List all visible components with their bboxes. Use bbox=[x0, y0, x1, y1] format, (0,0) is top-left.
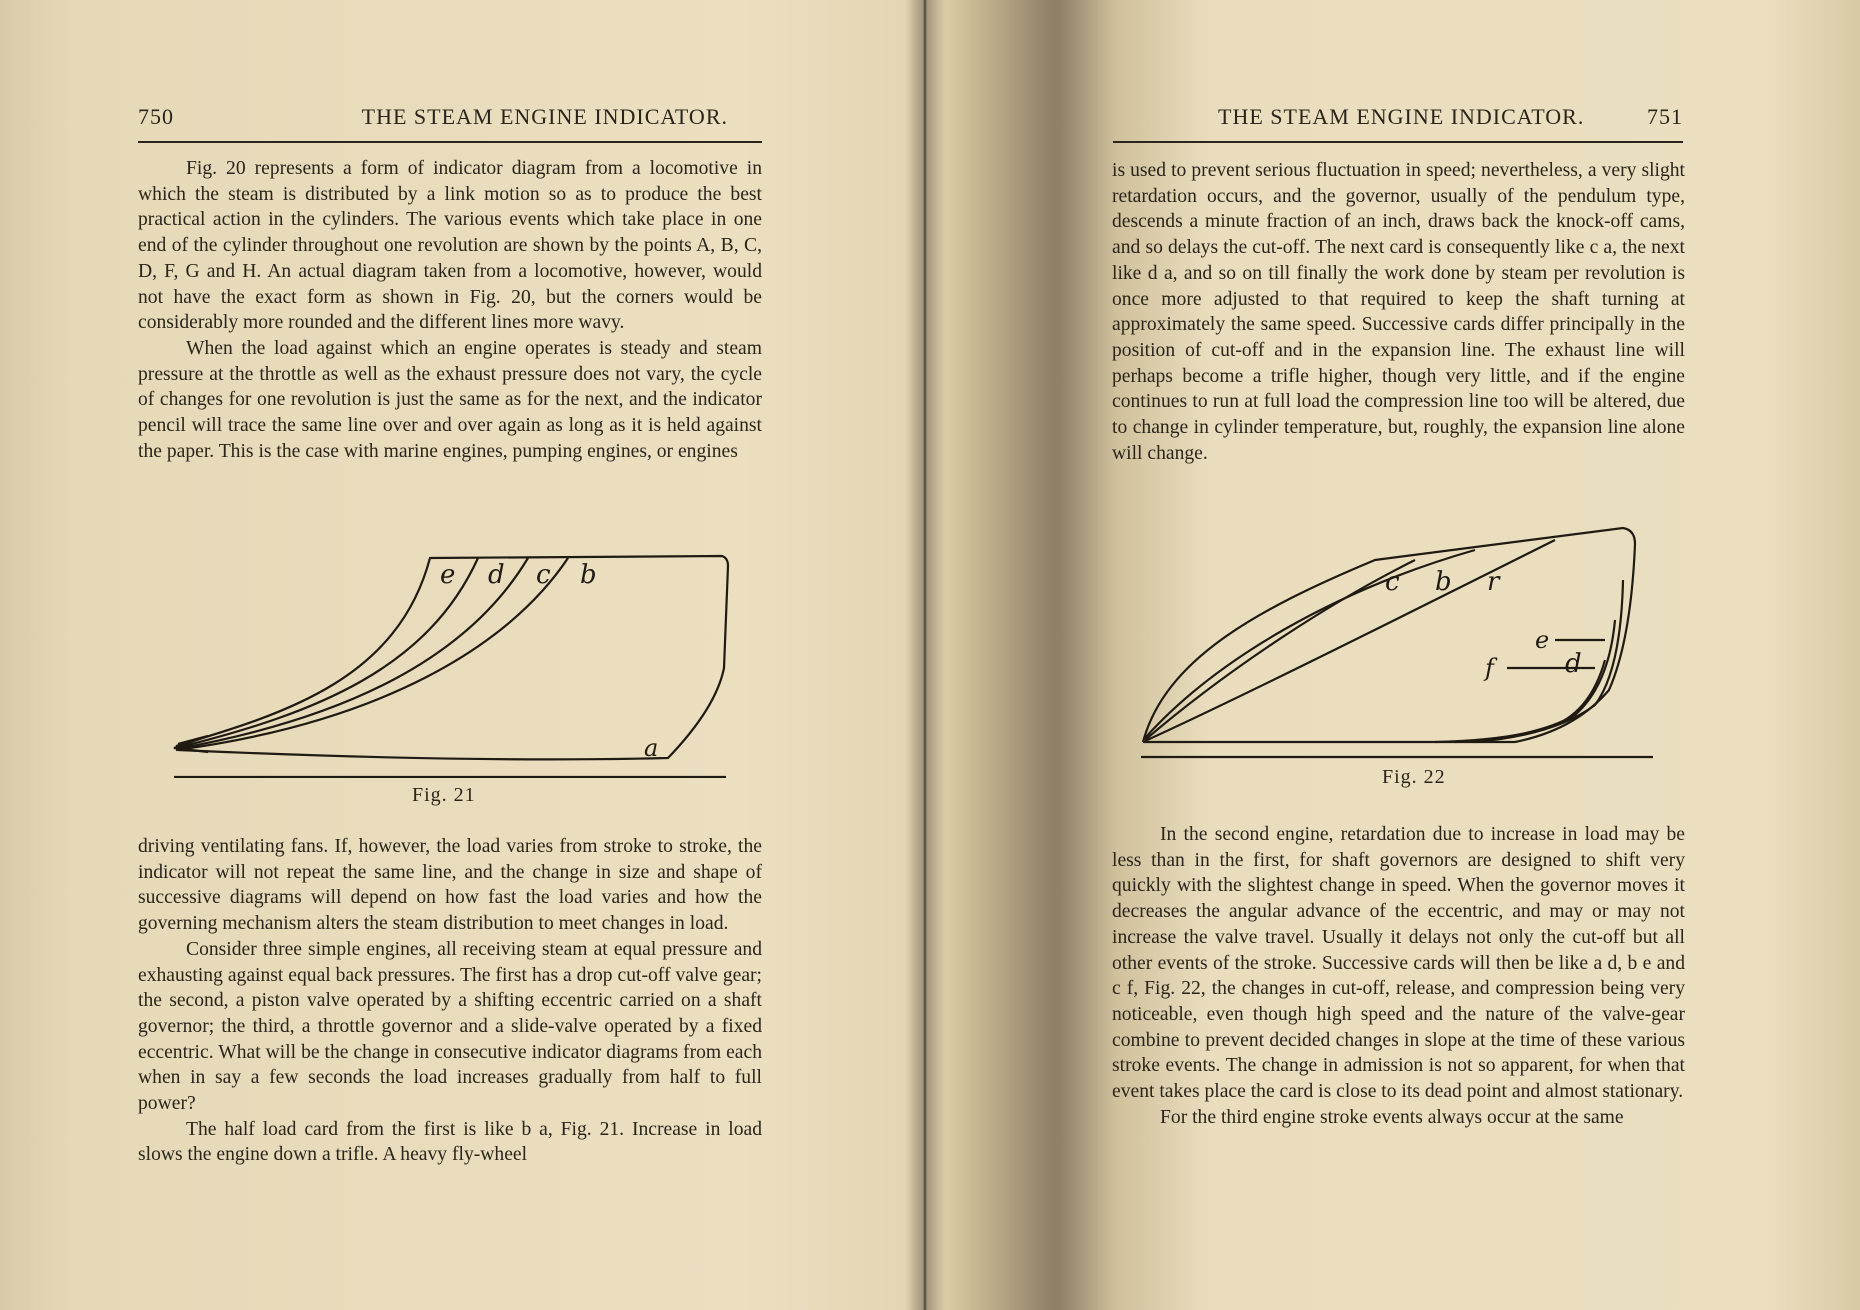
fig22-label-f: f bbox=[1485, 654, 1494, 682]
paragraph: driving ventilating fans. If, however, the load varies from stroke to stroke, the indicator will not repeat the same line, and the change in size and shape of successive diagrams will depend on how fast the load varies and how the governing mechanism alters the steam distribution to meet changes in load. bbox=[138, 836, 762, 935]
expansion-line-d bbox=[176, 558, 478, 748]
right-page-number: 751 bbox=[1647, 104, 1683, 129]
fig22-label-d: d bbox=[1565, 649, 1582, 679]
left-head-rule bbox=[138, 141, 762, 143]
book-gutter bbox=[905, 0, 945, 1310]
figure-21-caption: Fig. 21 bbox=[412, 784, 476, 806]
left-running-title: THE STEAM ENGINE INDICATOR. bbox=[361, 104, 728, 129]
left-text-top bbox=[138, 156, 762, 464]
expansion-line-c bbox=[1145, 560, 1415, 740]
left-text-bottom bbox=[138, 834, 762, 1168]
paragraph: When the load against which an engine operates is steady and steam pressure at the throttle as well as the exhaust pressure does not vary, the cycle of changes for one revolution is just the same as for the next, and the indicator pencil will trace the same line over and over again as long as it is held against the paper. This is the case with marine engines, pumping engines, or engines bbox=[138, 337, 762, 462]
fig22-label-c: c bbox=[1385, 567, 1400, 597]
right-running-title: THE STEAM ENGINE INDICATOR. bbox=[1218, 104, 1585, 129]
paragraph: is used to prevent serious fluctuation in speed; nevertheless, a very slight retardation occurs, and the governor, usually of the pendulum type, descends a minute fraction of an inch, draws back the knock-off cams, and so delays the cut-off. The next card is consequently like c a, the next like d a, and so on till finally the work done by steam per revolution is once more adjusted to that required to keep the shaft turning at approximately the same speed. Successive cards differ principally in the position of cut-off and in the expansion line. The exhaust line will perhaps become a trifle higher, though very little, and if the engine continues to run at full load the compression line too will be altered, due to change in cylinder temperature, but, roughly, the expansion line alone will change. bbox=[1112, 160, 1685, 464]
figure-22-diagram bbox=[1135, 520, 1655, 760]
release-line-d bbox=[1475, 580, 1623, 742]
fig21-label-b: b bbox=[580, 560, 597, 590]
card-outline bbox=[1143, 528, 1635, 742]
right-page bbox=[945, 0, 1860, 1310]
fig21-label-a: a bbox=[644, 734, 659, 762]
figure-21-diagram bbox=[168, 548, 742, 778]
right-head-rule bbox=[1113, 141, 1683, 143]
expansion-line-b bbox=[1145, 550, 1475, 738]
left-page bbox=[0, 0, 905, 1310]
paragraph: Consider three simple engines, all receiving steam at equal pressure and exhausting against equal back pressures. The first has a drop cut-off valve gear; the second, a piston valve operated by a shifting eccentric carried on a shaft governor; the third, a throttle governor and a slide-valve operated by a fixed eccentric. What will be the change in consecutive indicator diagrams from each when in say a few seconds the load increases gradually from half to full power? bbox=[138, 938, 762, 1115]
right-text-bottom bbox=[1112, 822, 1685, 1130]
fig22-label-r: r bbox=[1487, 567, 1500, 597]
paragraph: In the second engine, retardation due to increase in load may be less than in the first, for shaft governors are designed to shift very quickly with the slightest change in speed. When the governor moves it decreases the angular advance of the eccentric, and may or may not increase the valve travel. Usually it delays not only the cut-off but all other events of the stroke. Successive cards will then be like a d, b e and c f, Fig. 22, the changes in cut-off, release, and compression being very noticeable, even though high speed and the nature of the valve-gear combine to prevent decided changes in slope at the time of these various stroke events. The change in admission is not so apparent, for when that event takes place the card is close to its dead point and almost stationary. bbox=[1112, 824, 1685, 1103]
right-text-top bbox=[1112, 158, 1685, 466]
left-running-head bbox=[138, 104, 728, 130]
paragraph: The half load card from the first is like b a, Fig. 21. Increase in load slows the engine down a trifle. A heavy fly-wheel bbox=[138, 1118, 762, 1166]
fig21-label-e: e bbox=[440, 560, 456, 590]
expansion-line-c bbox=[176, 558, 528, 749]
left-page-number: 750 bbox=[138, 104, 174, 129]
fig22-label-b: b bbox=[1435, 567, 1452, 597]
fig22-label-e: e bbox=[1535, 626, 1550, 654]
figure-22-caption: Fig. 22 bbox=[1382, 766, 1446, 788]
paragraph: For the third engine stroke events always occur at the same bbox=[1160, 1106, 1624, 1128]
right-running-head bbox=[1218, 104, 1683, 130]
paragraph: Fig. 20 represents a form of indicator diagram from a locomotive in which the steam is distributed by a link motion so as to produce the best practical action in the cylinders. The various events which take place in one end of the cylinder throughout one revolution are shown by the points A, B, C, D, F, G and H. An actual diagram taken from a locomotive, however, would not have the exact form as shown in Fig. 20, but the corners would be considerably more rounded and the different lines more wavy. bbox=[138, 158, 762, 334]
fig21-label-d: d bbox=[488, 560, 505, 590]
fig21-label-c: c bbox=[536, 560, 551, 590]
